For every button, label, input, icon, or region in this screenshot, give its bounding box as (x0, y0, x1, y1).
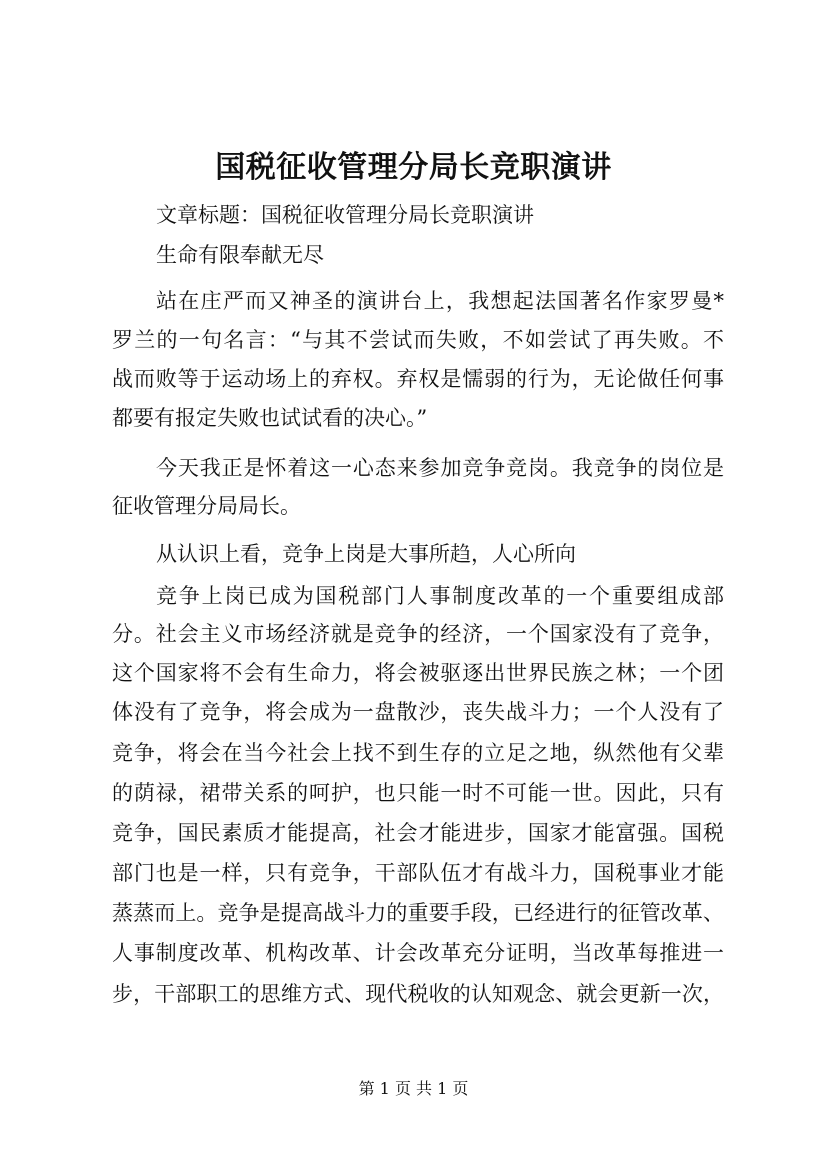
paragraph-3-line-3: 这个国家将不会有生命力，将会被驱逐出世界民族之林；一个团 (112, 661, 724, 685)
section-heading: 从认识上看，竞争上岗是大事所趋，人心所向 (156, 542, 576, 566)
paragraph-2-line-1: 今天我正是怀着这一心态来参加竞争竞岗。我竞争的岗位是 (156, 456, 724, 480)
paragraph-3-line-4: 体没有了竞争，将会成为一盘散沙，丧失战斗力；一个人没有了 (112, 700, 724, 724)
paragraph-3-line-11: 步，干部职工的思维方式、现代税收的认知观念、就会更新一次， (112, 982, 724, 1006)
paragraph-3-line-5: 竞争，将会在当今社会上找不到生存的立足之地，纵然他有父辈 (112, 741, 724, 765)
paragraph-3-line-7: 竞争，国民素质才能提高，社会才能进步，国家才能富强。国税 (112, 821, 724, 845)
paragraph-3-line-6: 的荫禄，裙带关系的呵护，也只能一时不可能一世。因此，只有 (112, 781, 724, 805)
paragraph-3-line-1: 竞争上岗已成为国税部门人事制度改革的一个重要组成部 (156, 584, 724, 608)
subtitle-line: 生命有限奉献无尽 (156, 243, 324, 267)
article-title-line: 文章标题：国税征收管理分局长竞职演讲 (156, 203, 534, 227)
document-title: 国税征收管理分局长竞职演讲 (215, 150, 612, 185)
paragraph-1-line-2: 罗兰的一句名言：“与其不尝试而失败，不如尝试了再失败。不 (112, 328, 724, 352)
paragraph-3-line-2: 分。社会主义市场经济就是竞争的经济，一个国家没有了竞争， (112, 622, 724, 646)
paragraph-1-line-1: 站在庄严而又神圣的演讲台上，我想起法国著名作家罗曼* (156, 289, 724, 313)
paragraph-3-line-10: 人事制度改革、机构改革、计会改革充分证明，当改革每推进一 (112, 941, 724, 965)
paragraph-2-line-2: 征收管理分局局长。 (112, 494, 301, 518)
paragraph-3-line-9: 蒸蒸而上。竞争是提高战斗力的重要手段，已经进行的征管改革、 (112, 901, 724, 925)
paragraph-1-line-4: 都要有报定失败也试试看的决心。” (112, 406, 428, 430)
page-footer: 第 1 页 共 1 页 (358, 1079, 469, 1098)
paragraph-3-line-8: 部门也是一样，只有竞争，干部队伍才有战斗力，国税事业才能 (112, 861, 724, 885)
paragraph-1-line-3: 战而败等于运动场上的弃权。弃权是懦弱的行为，无论做任何事 (112, 367, 724, 391)
